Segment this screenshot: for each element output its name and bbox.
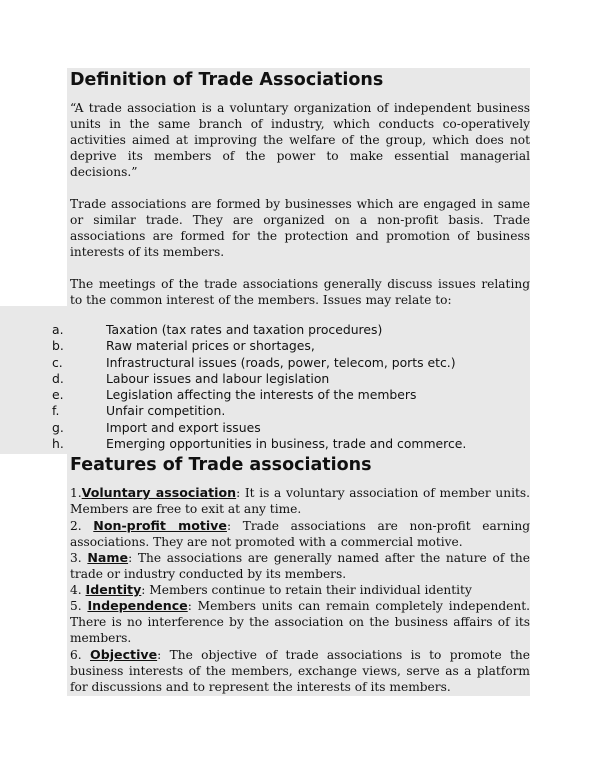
feature-title: Voluntary association [81,485,237,500]
list-item [0,387,540,403]
page-title: Definition of Trade Associations [70,70,384,90]
list-item [0,403,540,419]
feature-independence [70,598,530,646]
feature-number: 2. [70,519,82,533]
list-marker: c. [52,354,63,370]
feature-name [70,550,530,582]
feature-text: : Members continue to retain their individual identity [141,583,472,597]
definition-quote: “A trade association is a voluntary organization of independent business units in the same branch of industry, which conducts co-operatively activities aimed at improving the welfare of the group, which does not deprive its members of the power to make essential managerial decisions.” [70,101,530,179]
list-marker: d. [52,370,64,386]
feature-voluntary-association [70,485,530,517]
list-item-text: Raw material prices or shortages, [106,338,315,354]
feature-title: Identity [85,582,142,597]
feature-number: 4. [70,583,82,597]
feature-non-profit-motive [70,518,530,550]
feature-text: : Members units can remain completely independent. There is no interference by the association on the business affairs of its members. [70,599,530,645]
list-marker: h. [52,436,64,452]
list-marker: f. [52,403,60,419]
feature-title: Non-profit motive [93,518,227,533]
feature-number: 3. [70,551,82,565]
feature-text: : The objective of trade associations is to promote the business interests of the members, exchange views, serve as a platform for discussions and to represent the interests of its members. [70,648,530,694]
feature-identity [70,582,530,598]
list-item [0,371,540,387]
list-item-text: Taxation (tax rates and taxation procedures) [106,322,383,337]
feature-number: 6. [70,648,82,662]
list-marker: b. [52,338,64,354]
feature-text: : Trade associations are non-profit earning associations. They are not promoted with a commercial motive. [70,519,530,549]
list-item-text: Unfair competition. [106,403,226,419]
feature-title: Independence [87,598,188,613]
list-item [0,338,540,354]
list-item [0,322,540,338]
features-title: Features of Trade associations [70,455,372,475]
list-item-text: Emerging opportunities in business, trade and commerce. [106,436,467,452]
formation-paragraph: Trade associations are formed by businesses which are engaged in same or similar trade. They are organized on a non-profit basis. Trade associations are formed for the protection and promotion of business interests of its members. [70,197,530,259]
meetings-paragraph: The meetings of the trade associations generally discuss issues relating to the common interest of the members. Issues may relate to: [70,277,530,307]
list-item [0,355,540,371]
feature-title: Name [87,550,129,565]
list-item-text: Infrastructural issues (roads, power, telecom, ports etc.) [106,354,456,370]
issues-list [0,322,540,452]
feature-text: : It is a voluntary association of member units. Members are free to exit at any time. [70,486,530,516]
feature-title: Objective [90,647,158,662]
feature-number: 5. [70,599,82,613]
list-marker: g. [52,419,64,435]
list-marker: e. [52,387,64,403]
feature-text: : The associations are generally named after the nature of the trade or industry conducted by its members. [70,551,530,581]
list-item [0,436,540,452]
feature-number: 1. [70,486,82,500]
list-item-text: Import and export issues [106,419,261,435]
list-item [0,420,540,436]
list-item-text: Labour issues and labour legislation [106,370,330,386]
feature-objective [70,647,530,695]
list-marker: a. [52,322,64,337]
list-item-text: Legislation affecting the interests of the members [106,387,417,403]
